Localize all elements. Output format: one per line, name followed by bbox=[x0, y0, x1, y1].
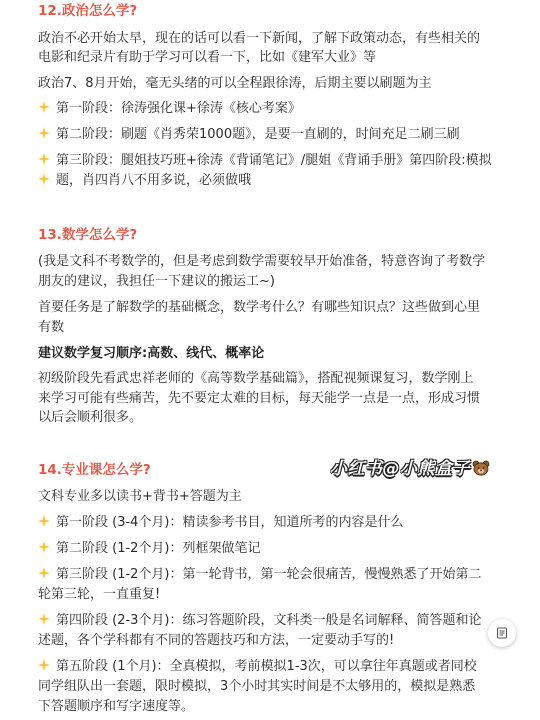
stage-text: 第四阶段 (2-3个月)：练习答题阶段，文科类一般是名词解释、简答题和论 bbox=[56, 613, 482, 628]
sparkle-star-icon bbox=[38, 541, 50, 553]
stage-item bbox=[38, 657, 508, 676]
document-float-button[interactable] bbox=[488, 619, 516, 647]
bear-face-icon bbox=[472, 460, 490, 476]
stage-text: 第一阶段：徐涛强化课+徐涛《核心考案》 bbox=[56, 101, 301, 116]
sparkle-star-icon bbox=[38, 659, 50, 671]
paragraph-line: 有数 bbox=[38, 320, 65, 335]
stage-item bbox=[38, 565, 508, 584]
stage-text: 第一阶段 (3-4个月)：精读参考书目，知道所考的内容是什么 bbox=[56, 515, 404, 530]
document-icon bbox=[496, 627, 508, 639]
stage-item bbox=[38, 151, 508, 170]
paragraph-line: 来学习可能有些痛苦，先不要定太难的目标，每天能学一点是一点，形成习惯 bbox=[38, 391, 481, 406]
stage-text: 第二阶段：刷题《肖秀荣1000题》，是要一直刷的，时间充足二刷三刷 bbox=[56, 127, 460, 142]
paragraph-line: 以后会顺利很多。 bbox=[38, 410, 143, 425]
stage-text: 第三阶段 (1-2个月)：第一轮背书，第一轮会很痛苦，慢慢熟悉了开始第二 bbox=[56, 567, 482, 582]
sparkle-star-icon bbox=[38, 127, 50, 139]
paragraph-line: 文科专业多以读书+背书+答题为主 bbox=[38, 489, 242, 504]
paragraph-line: 轮第三轮，一直重复! bbox=[38, 587, 161, 602]
stage-text: 第二阶段 (1-2个月)：列框架做笔记 bbox=[56, 541, 261, 556]
paragraph-line: 初级阶段先看武忠祥老师的《高等数学基础篇》，搭配视频课复习，数学刚上 bbox=[38, 371, 474, 386]
bold-recommendation: 建议数学复习顺序:高数、线代、概率论 bbox=[38, 346, 265, 361]
paragraph-line: 电影和纪录片有助于学习可以看一下，比如《建军大业》等 bbox=[38, 50, 377, 65]
sparkle-star-icon bbox=[38, 153, 50, 165]
paragraph-line: 政治不必开始太早，现在的话可以看一下新闻，了解下政策动态，有些相关的 bbox=[38, 31, 481, 46]
section-heading-math: 13.数学怎么学? bbox=[38, 227, 138, 243]
sparkle-star-icon bbox=[38, 101, 50, 113]
paragraph-line: 述题，各个学科都有不同的答题技巧和方法，一定要动手写的! bbox=[38, 633, 395, 648]
paragraph-line: 同学组队出一套题，限时模拟，3个小时其实时间是不太够用的，模拟是熟悉 bbox=[38, 679, 476, 694]
section-heading-major: 14.专业课怎么学? bbox=[38, 462, 151, 478]
stage-item bbox=[38, 99, 508, 118]
paragraph-line: (我是文科不考数学的，但是考虑到数学需要较早开始准备，特意咨询了考数学 bbox=[38, 254, 486, 269]
stage-text: 第五阶段 (1个月)：全真模拟，考前模拟1-3次，可以拿往年真题或者同校 bbox=[56, 659, 477, 674]
stage-item bbox=[38, 539, 508, 558]
paragraph-line: 首要任务是了解数学的基础概念，数学考什么？有哪些知识点？这些做到心里 bbox=[38, 300, 481, 315]
sparkle-star-icon bbox=[38, 173, 50, 185]
stage-text: 第三阶段：腿姐技巧班+徐涛《背诵笔记》/腿姐《背诵手册》第四阶段:模拟 bbox=[56, 153, 492, 168]
stage-text: 题，肖四肖八不用多说，必须做哦 bbox=[56, 173, 252, 188]
paragraph-line: 朋友的建议，我担任一下建议的搬运工~) bbox=[38, 274, 275, 289]
sparkle-star-icon bbox=[38, 567, 50, 579]
sparkle-star-icon bbox=[38, 515, 50, 527]
stage-item bbox=[38, 171, 508, 190]
stage-item bbox=[38, 513, 508, 532]
stage-item bbox=[38, 125, 508, 144]
paragraph-line: 下答题顺序和写字速度等。 bbox=[38, 699, 195, 714]
section-heading-politics: 12.政治怎么学? bbox=[38, 3, 138, 19]
watermark-text: 小红书@小熊盒子 bbox=[330, 454, 490, 479]
sparkle-star-icon bbox=[38, 613, 50, 625]
stage-item bbox=[38, 611, 508, 630]
paragraph-line: 政治7、8月开始，毫无头绪的可以全程跟徐涛，后期主要以刷题为主 bbox=[38, 76, 432, 91]
